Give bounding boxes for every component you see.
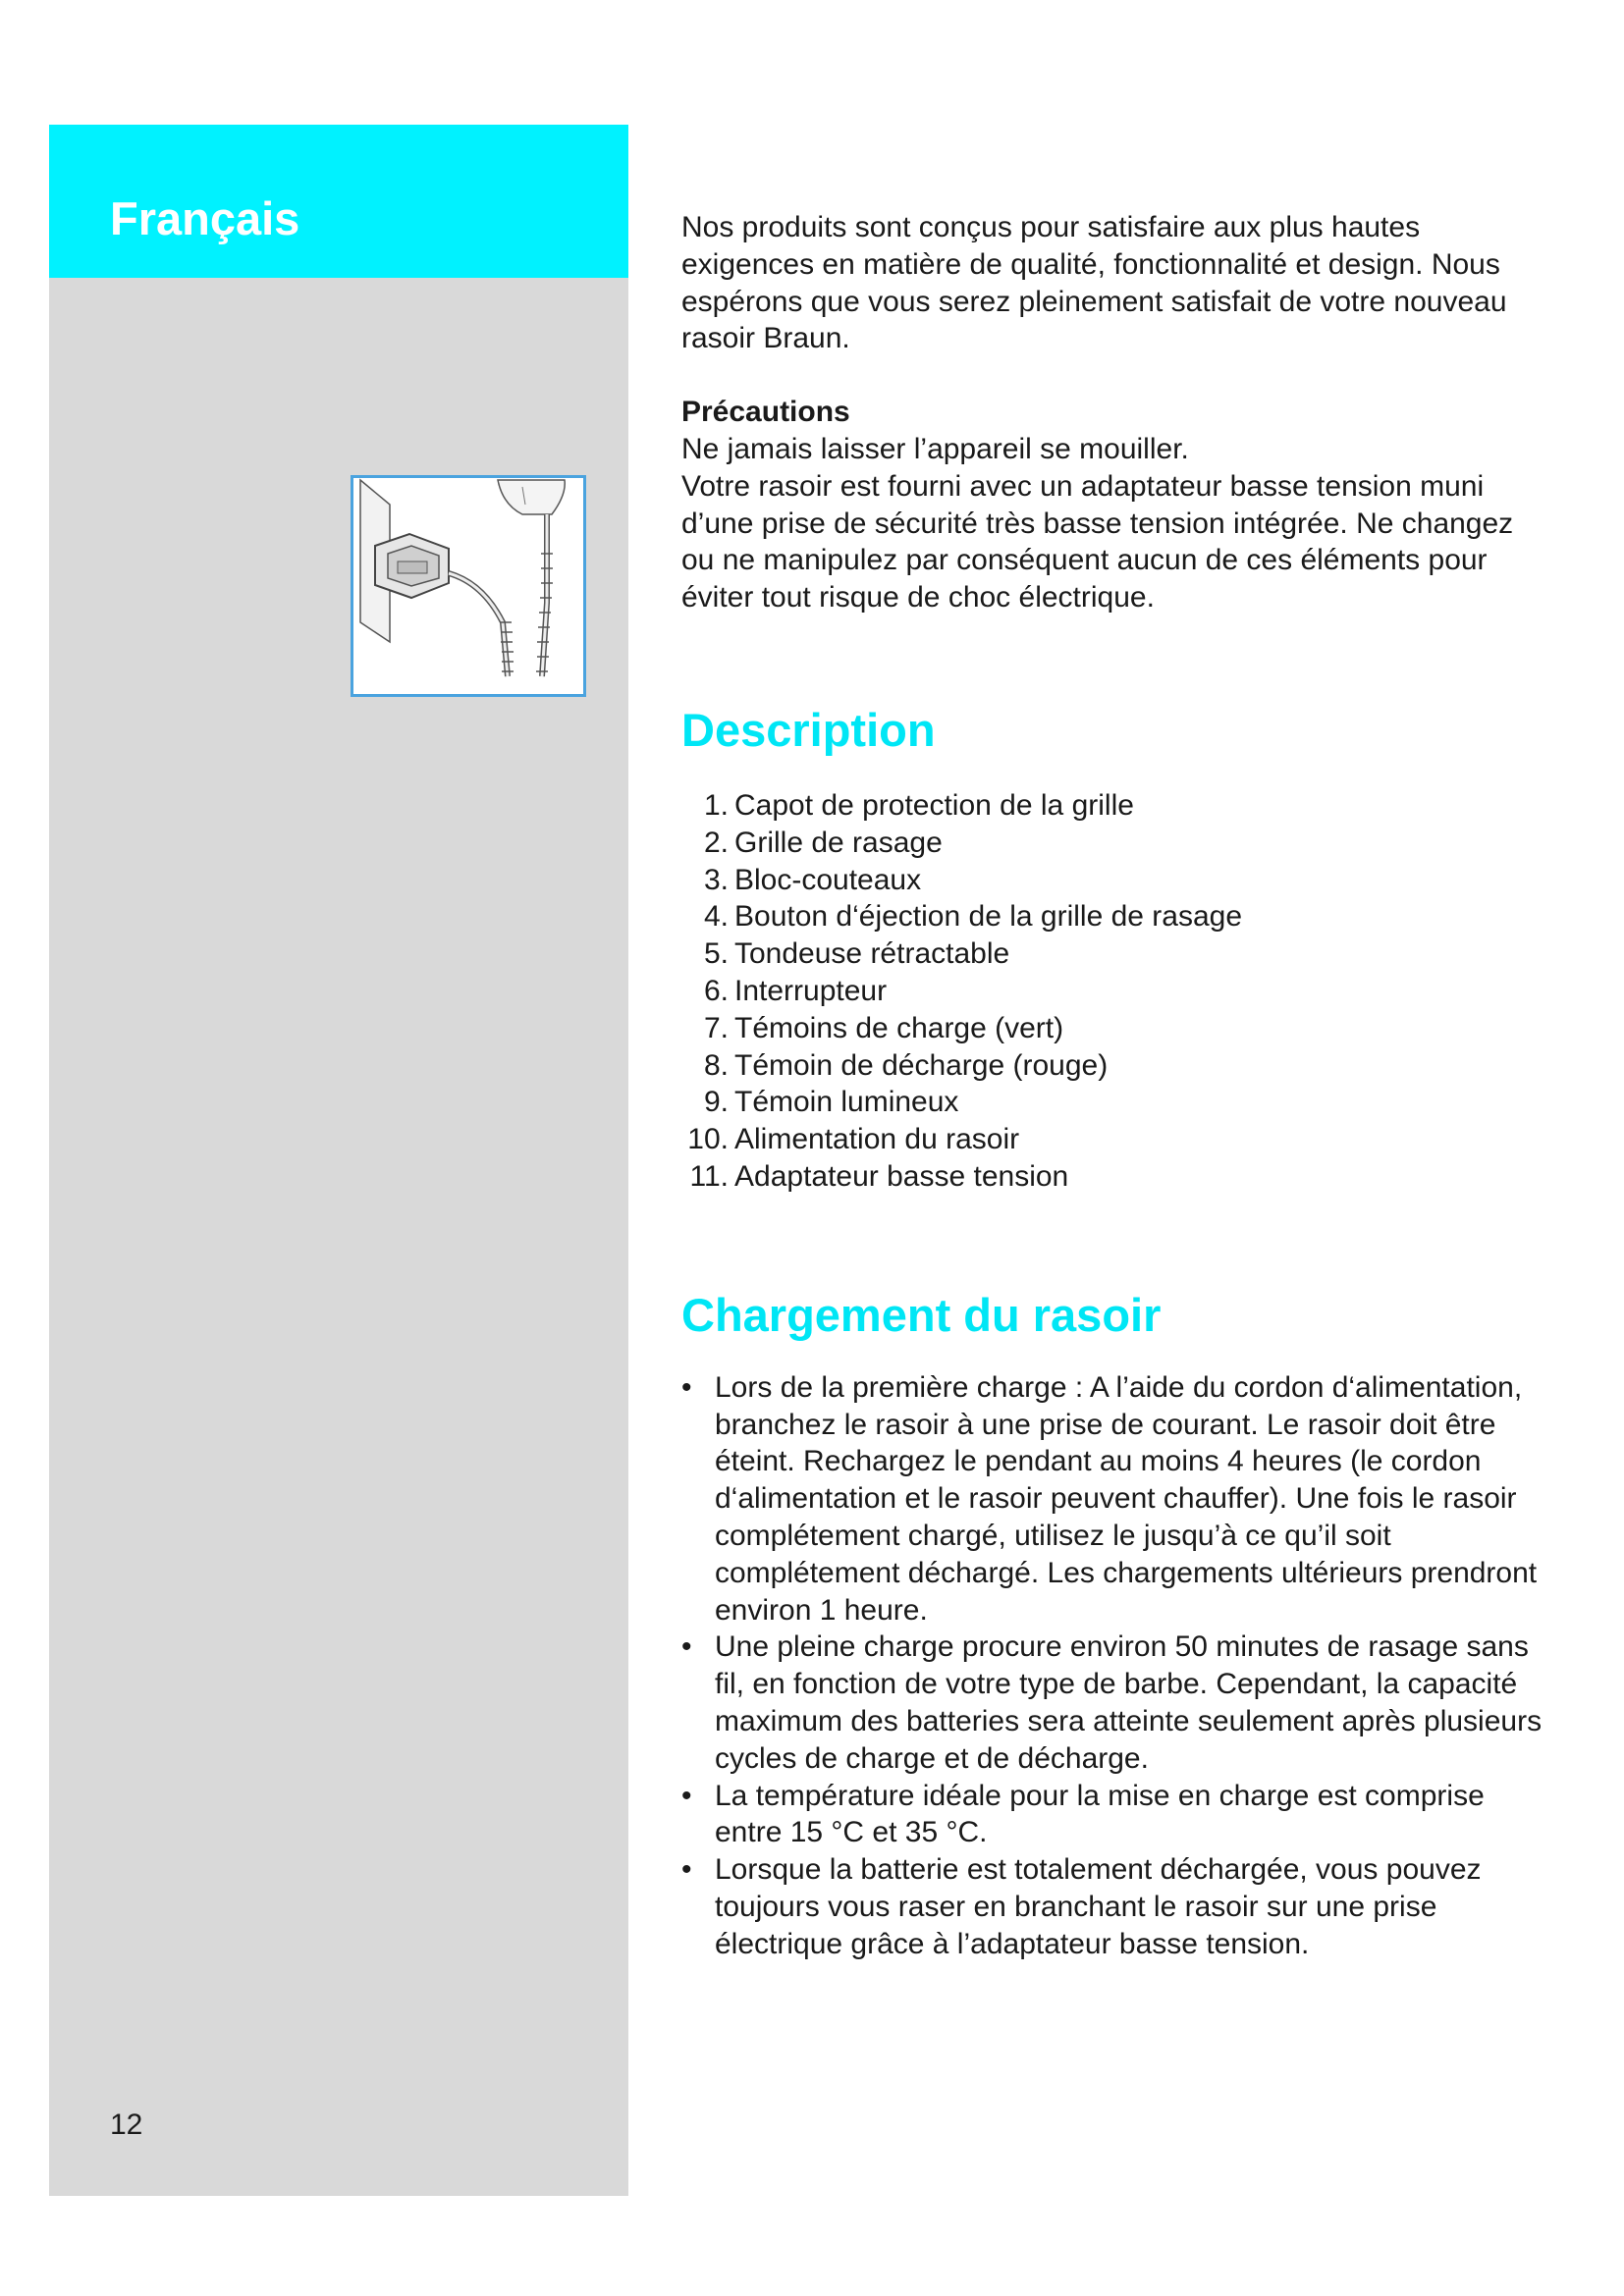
bullet-icon: • [681, 1779, 692, 1812]
item-number: 5. [703, 937, 729, 971]
item-number: 8. [703, 1048, 729, 1082]
description-heading: Description [681, 703, 936, 756]
item-text: Alimentation du rasoir [734, 1123, 1020, 1156]
shaver-power-plug-illustration [351, 475, 586, 697]
item-text: Témoins de charge (vert) [734, 1011, 1064, 1044]
item-text: Capot de protection de la grille [734, 788, 1134, 822]
item-number: 9. [703, 1086, 729, 1119]
sidebar-panel [49, 125, 628, 2196]
language-header [49, 125, 628, 278]
list-item [681, 1369, 1545, 1629]
item-text: Lors de la première charge : A l’aide du cordon d‘alimentation, branchez le rasoir à une prise de courant. Le rasoir doit être éteint. Rechargez le pendant au moins 4 heures (le cordon d‘alimentation et le rasoir peuvent chauffer). Une fois le rasoir complétement chargé, utilisez le jusqu’à ce qu’il soit complétement déchargé. Les chargements ultérieurs prendront environ 1 heure. [715, 1370, 1538, 1627]
item-number: 4. [703, 900, 729, 934]
list-item [681, 862, 1545, 899]
precautions-heading: Précautions [681, 396, 850, 429]
item-text: Bloc-couteaux [734, 863, 922, 896]
item-number: 10. [687, 1123, 729, 1156]
intro-paragraph: Nos produits sont conçus pour satisfaire aux plus hautes exigences en matière de qualité, fonctionnalité et design. Nous espérons que vous serez pleinement satisfait de votre nouveau rasoir Braun. [681, 211, 1507, 355]
item-text: Tondeuse rétractable [734, 937, 1010, 971]
item-number: 6. [703, 974, 729, 1007]
list-item [681, 1121, 1545, 1158]
list-item [681, 825, 1545, 862]
precautions-line: Votre rasoir est fourni avec un adaptateur basse tension muni d’une prise de sécurité très basse tension intégrée. Ne changez ou ne manipulez par conséquent aucun de ces éléments pour éviter tout risque de choc électrique. [681, 469, 1514, 614]
list-item [681, 935, 1545, 973]
list-item [681, 787, 1545, 825]
item-text: La température idéale pour la mise en charge est comprise entre 15 °C et 35 °C. [715, 1779, 1485, 1849]
charging-list [681, 1369, 1545, 1963]
item-number: 3. [703, 863, 729, 896]
item-text: Bouton d‘éjection de la grille de rasage [734, 900, 1243, 934]
item-number: 2. [703, 826, 729, 859]
bullet-icon: • [681, 1370, 692, 1404]
language-title: Français [110, 192, 300, 244]
item-text: Lorsque la batterie est totalement déchargée, vous pouvez toujours vous raser en branchant le rasoir sur une prise électrique grâce à l’adaptateur basse tension. [715, 1853, 1482, 1960]
item-text: Une pleine charge procure environ 50 minutes de rasage sans fil, en fonction de votre type de barbe. Cependant, la capacité maximum des batteries sera atteinte seulement après plusieurs cycles de charge et de décharge. [715, 1630, 1543, 1775]
bullet-icon: • [681, 1853, 692, 1887]
list-item [681, 1010, 1545, 1047]
main-content [681, 209, 1545, 1962]
charging-heading: Chargement du rasoir [681, 1288, 1162, 1341]
item-number: 7. [703, 1011, 729, 1044]
list-item [681, 1851, 1545, 1962]
list-item [681, 898, 1545, 935]
precautions-line: Ne jamais laisser l’appareil se mouiller. [681, 432, 1189, 465]
item-text: Interrupteur [734, 974, 888, 1007]
list-item [681, 1158, 1545, 1196]
item-number: 11. [689, 1159, 729, 1193]
list-item [681, 1629, 1545, 1777]
item-number: 1. [703, 788, 729, 822]
item-text: Adaptateur basse tension [734, 1159, 1069, 1193]
description-list [681, 787, 1545, 1196]
list-item [681, 1778, 1545, 1852]
item-text: Témoin de décharge (rouge) [734, 1048, 1109, 1082]
item-text: Témoin lumineux [734, 1086, 959, 1119]
bullet-icon: • [681, 1630, 692, 1664]
list-item [681, 973, 1545, 1010]
item-text: Grille de rasage [734, 826, 943, 859]
list-item [681, 1084, 1545, 1121]
list-item [681, 1047, 1545, 1085]
page-number: 12 [110, 2109, 143, 2141]
